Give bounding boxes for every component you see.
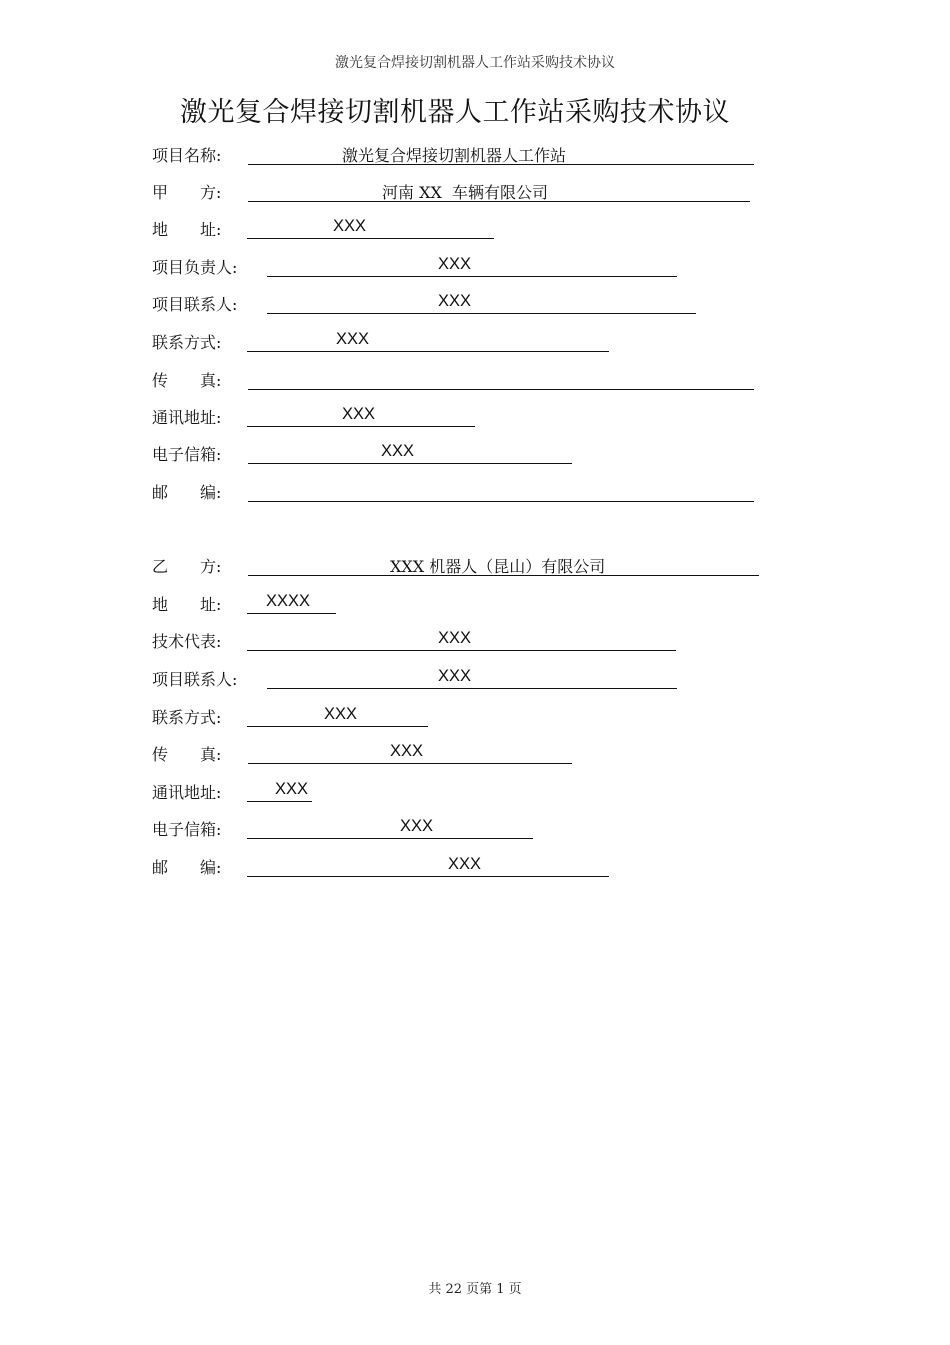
field-label: 联系方式:	[152, 708, 222, 727]
field-label: 项目联系人:	[152, 670, 238, 689]
underline	[267, 688, 677, 689]
field-label: 邮 编:	[152, 483, 222, 502]
underline	[247, 238, 494, 239]
field-value: XXX	[438, 629, 472, 647]
running-header: 激光复合焊接切割机器人工作站采购技术协议	[335, 55, 615, 71]
field-label: 技术代表:	[152, 632, 222, 651]
underline	[247, 613, 336, 614]
underline	[247, 726, 428, 727]
field-label: 项目负责人:	[152, 258, 238, 277]
field-value: XXX	[324, 705, 358, 723]
field-value: 河南 XX 车辆有限公司	[382, 183, 549, 202]
field-value: XXX	[336, 330, 370, 348]
underline	[248, 463, 572, 464]
field-value: XXX	[390, 742, 424, 760]
field-label: 项目联系人:	[152, 295, 238, 314]
field-label: 地 址:	[152, 595, 222, 614]
field-value: XXX	[448, 855, 482, 873]
field-label: 联系方式:	[152, 333, 222, 352]
field-value: XXX	[333, 217, 367, 235]
underline	[267, 276, 677, 277]
field-value: XXX	[381, 442, 415, 460]
underline	[267, 313, 696, 314]
field-label: 传 真:	[152, 745, 222, 764]
underline	[247, 650, 676, 651]
underline	[248, 389, 754, 390]
underline	[247, 838, 533, 839]
underline	[248, 763, 572, 764]
underline	[247, 351, 609, 352]
field-value: XXX	[275, 780, 309, 798]
field-label: 邮 编:	[152, 858, 222, 877]
field-label: 甲 方:	[152, 183, 222, 202]
underline	[247, 876, 609, 877]
field-label: 电子信箱:	[152, 820, 222, 839]
field-label: 通讯地址:	[152, 783, 222, 802]
underline	[247, 801, 312, 802]
field-value: XXX 机器人（昆山）有限公司	[390, 557, 606, 576]
field-label: 地 址:	[152, 220, 222, 239]
field-label: 传 真:	[152, 371, 222, 390]
field-value: XXX	[438, 292, 472, 310]
field-label: 项目名称:	[152, 146, 222, 165]
field-value: XXX	[438, 667, 472, 685]
page-number-footer: 共 22 页第 1 页	[428, 1282, 522, 1297]
field-value: XXX	[342, 405, 376, 423]
field-label: 乙 方:	[152, 557, 222, 576]
field-value: XXXX	[266, 592, 311, 610]
document-title: 激光复合焊接切割机器人工作站采购技术协议	[180, 97, 730, 128]
field-value: 激光复合焊接切割机器人工作站	[342, 146, 567, 165]
field-label: 通讯地址:	[152, 408, 222, 427]
field-value: XXX	[400, 817, 434, 835]
field-label: 电子信箱:	[152, 445, 222, 464]
field-value: XXX	[438, 255, 472, 273]
underline	[247, 426, 475, 427]
underline	[248, 501, 754, 502]
